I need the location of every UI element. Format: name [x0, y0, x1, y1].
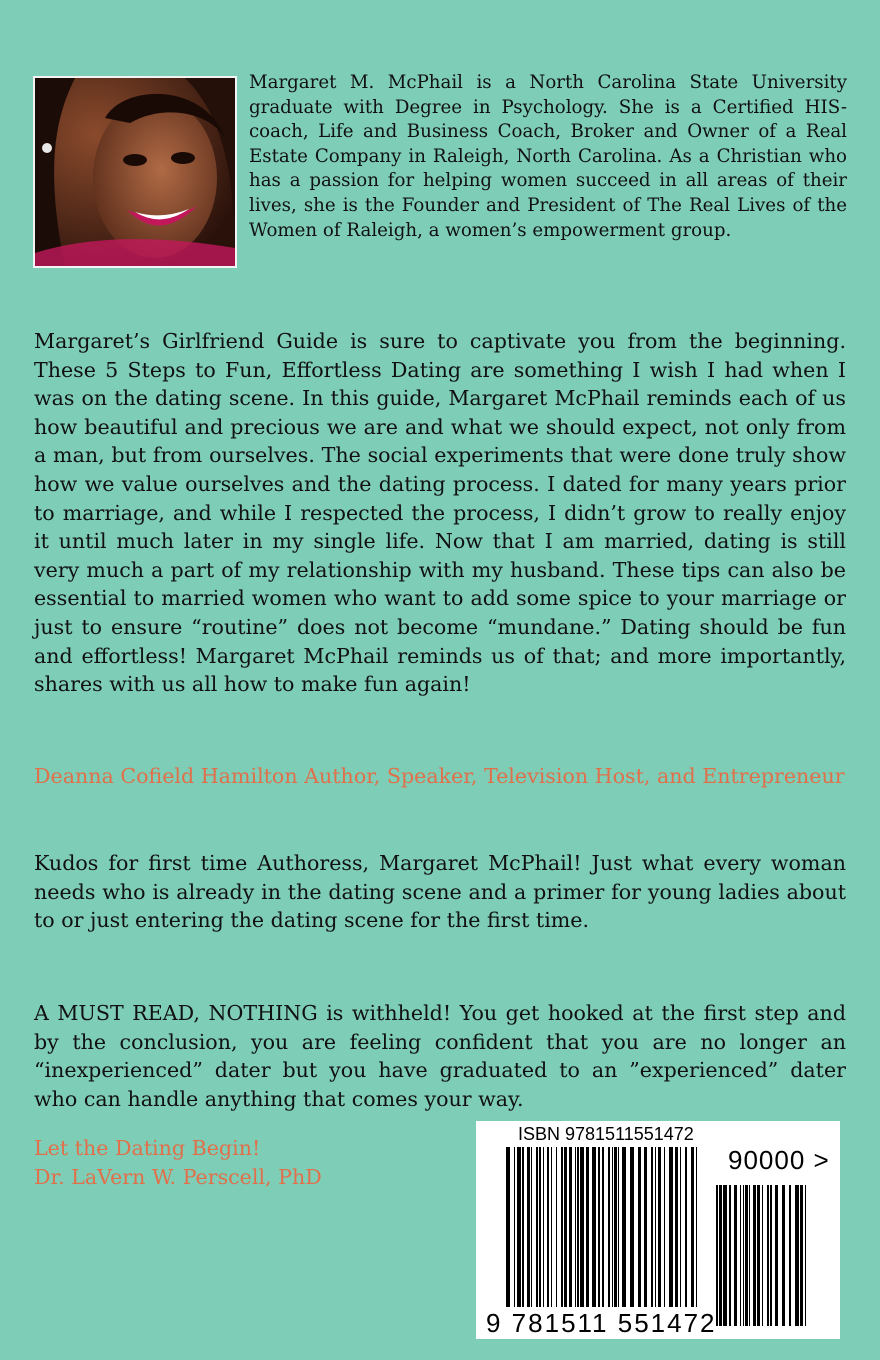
barcode-bar — [696, 1147, 697, 1307]
barcode-bar — [592, 1147, 596, 1307]
barcode-bar — [795, 1185, 799, 1326]
barcode-bar — [757, 1185, 760, 1326]
barcode-bar — [547, 1147, 549, 1307]
barcode-bar — [612, 1147, 613, 1307]
barcode-bar — [753, 1185, 756, 1326]
barcode-bar — [551, 1147, 552, 1307]
barcode-bar — [669, 1147, 673, 1307]
barcode-bar — [743, 1185, 744, 1326]
isbn-barcode — [476, 1121, 840, 1339]
barcode-bar — [622, 1147, 626, 1307]
barcode-bar — [543, 1147, 544, 1307]
barcode-bar — [658, 1147, 661, 1307]
barcode-bar — [575, 1147, 576, 1307]
barcode-bar — [729, 1185, 731, 1326]
barcode-bar — [602, 1147, 604, 1307]
barcode-digits: 9 781511 551472 — [486, 1308, 717, 1338]
review-text-3: A MUST READ, NOTHING is withheld! You get hooked at the first step and by the conclusion, you are feeling confident that you are no longer an “inexperienced” dater but you have graduated to an ”experienced” dater who can handle anything that comes your way. — [34, 1001, 846, 1111]
barcode-bar — [770, 1185, 772, 1326]
author-bio: Margaret M. McPhail is a North Carolina State University graduate with Degree in Psychology. She is a Certified HIS-coach, Life and Business Coach, Broker and Owner of a Real Estate Company in Raleigh, North Carolina. As a Christian who has a passion for helping women succeed in all areas of their lives, she is the Founder and President of The Real Lives of the Women of Raleigh, a women’s empowerment group. — [249, 72, 847, 241]
barcode-bar — [740, 1185, 741, 1326]
barcode-bar — [775, 1185, 778, 1326]
review-text-2: Kudos for first time Authoress, Margaret McPhail! Just what every woman needs who is already in the dating scene and a primer for young ladies about to or just entering the dating scene for the first time. — [34, 851, 846, 933]
price-code: 90000 > — [728, 1145, 830, 1175]
barcode-bar — [527, 1147, 530, 1307]
barcode-bar — [664, 1147, 665, 1307]
barcode-bar — [651, 1147, 653, 1307]
review-attribution-3-line1: Let the Dating Begin! — [34, 1136, 261, 1160]
barcode-bar — [745, 1185, 748, 1326]
barcode-bar — [564, 1147, 567, 1307]
barcode-bar — [644, 1147, 647, 1307]
barcode-bar — [569, 1147, 572, 1307]
barcode-bar — [614, 1147, 617, 1307]
review-attribution-1: Deanna Cofield Hamilton Author, Speaker, Television Host, and Entrepreneur — [34, 764, 845, 788]
barcode-bar — [734, 1185, 737, 1326]
barcode-bar — [800, 1185, 803, 1326]
barcode-bar — [522, 1147, 524, 1307]
barcode-bar — [598, 1147, 600, 1307]
barcode-bar — [630, 1147, 634, 1307]
barcode-bar — [691, 1147, 694, 1307]
barcode-bar — [506, 1147, 510, 1307]
review-attribution-3-line2: Dr. LaVern W. Perscell, PhD — [34, 1164, 322, 1189]
barcode-bar — [685, 1147, 687, 1307]
isbn-label: ISBN 9781511551472 — [518, 1124, 694, 1144]
review-text-1: Margaret’s Girlfriend Guide is sure to captivate you from the beginning. These 5 Steps to Fun, Effortless Dating are something I wish I had when I was on the dating scene. In this guide, Margaret McPhail reminds each of us how beautiful and precious we are and what we should expect, not only from a man, but from ourselves. The social experiments that were done truly show how we value ourselves and the dating process. I dated for many years prior to marriage, and while I respected the process, I didn’t grow to really enjoy it until much later in my single life. Now that I am married, dating is still very much a part of my relationship with my husband. These tips can also be essential to married women who want to add some spice to your marriage or just to ensure “routine” does not become “mundane.” Dating should be fun and effortless! Margaret McPhail reminds us of that; and more importantly, shares with us all how to make fun again! — [34, 329, 846, 697]
barcode-bar — [749, 1185, 750, 1326]
barcode-bar — [782, 1185, 785, 1326]
barcode-bar — [680, 1147, 681, 1307]
barcode-bar — [767, 1185, 769, 1326]
author-portrait-image — [35, 78, 235, 266]
barcode-bar — [805, 1185, 806, 1326]
author-photo — [33, 76, 237, 268]
barcode-bar — [719, 1185, 722, 1326]
barcode-bar — [716, 1185, 718, 1326]
barcode-bar — [675, 1147, 678, 1307]
barcode-bar — [618, 1147, 619, 1307]
barcode-bar — [638, 1147, 641, 1307]
barcode-bar — [517, 1147, 521, 1307]
barcode-bar — [536, 1147, 538, 1307]
barcode-bar — [561, 1147, 563, 1307]
barcode-bar — [655, 1147, 656, 1307]
barcode-bar — [577, 1147, 579, 1307]
barcode-bar — [556, 1147, 557, 1307]
barcode-bar — [580, 1147, 584, 1307]
barcode-bar — [586, 1147, 589, 1307]
barcode-bar — [608, 1147, 610, 1307]
barcode-bar — [531, 1147, 532, 1307]
barcode-bar — [539, 1147, 541, 1307]
barcode-bar — [762, 1185, 763, 1326]
barcode-bar — [789, 1185, 791, 1326]
barcode-bar — [514, 1147, 515, 1307]
barcode-bar — [723, 1185, 727, 1326]
